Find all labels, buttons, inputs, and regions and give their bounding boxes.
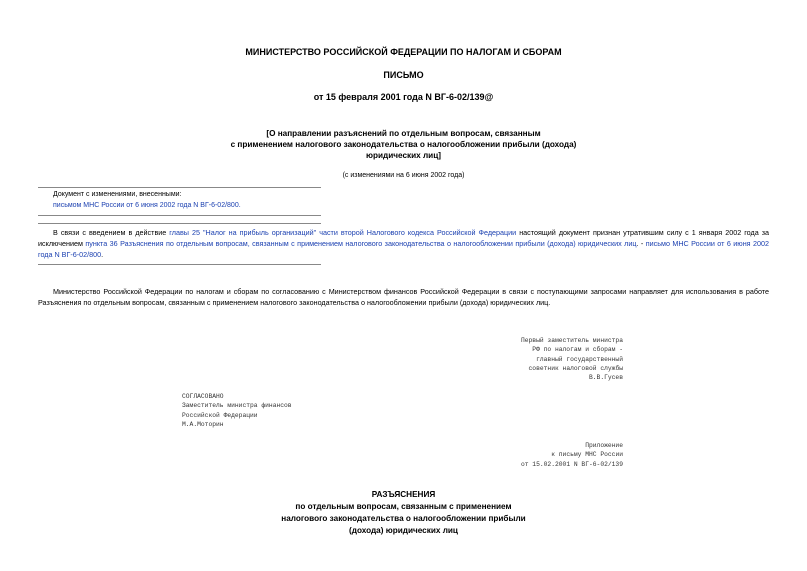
notice-text-2: настоящий документ признан утратившим силу с 1 января 2002 года за исключением bbox=[38, 228, 770, 248]
appendix-line: Приложение bbox=[585, 442, 623, 449]
changes-label: Документ с изменениями, внесенными: bbox=[53, 191, 182, 198]
divider bbox=[38, 264, 321, 265]
notice-link-chapter25[interactable]: главы 25 "Налог на прибыль организаций" части второй Налогового кодекса Российской Федерации bbox=[169, 228, 517, 237]
changes-link[interactable]: письмом МНС России от 6 июня 2002 года N ВГ-6-02/800. bbox=[53, 202, 241, 209]
approval-line: Российской Федерации bbox=[182, 411, 258, 419]
signature-name: В.В.Гусев bbox=[588, 374, 623, 382]
amendment-note: (с изменениями на 6 июня 2002 года) bbox=[342, 172, 465, 179]
ministry-title: МИНИСТЕРСТВО РОССИЙСКОЙ ФЕДЕРАЦИИ ПО НАЛОГАМ И СБОРАМ bbox=[245, 47, 562, 57]
signature-line: советник налоговой службы bbox=[528, 364, 623, 372]
divider bbox=[38, 187, 321, 188]
explanations-title: РАЗЪЯСНЕНИЯ bbox=[371, 490, 436, 499]
explanations-line-1: по отдельным вопросам, связанным с применением bbox=[295, 502, 512, 511]
explanations-line-3: (дохода) юридических лиц bbox=[349, 526, 458, 535]
approval-name: М.А.Моторин bbox=[182, 420, 224, 428]
explanations-line-2: налогового законодательства о налогообложении прибыли bbox=[281, 514, 526, 523]
signature-block bbox=[500, 336, 623, 382]
doc-date-number: от 15 февраля 2001 года N ВГ-6-02/139@ bbox=[313, 92, 494, 102]
approval-line: Заместитель министра финансов bbox=[182, 402, 292, 410]
validity-notice bbox=[38, 227, 769, 260]
body-paragraph: Министерство Российской Федерации по налогам и сборам по согласованию с Министерством финансов Российской Федерации в связи с поступающими запросами направляет для использования в работе Разъяснения по отдельным вопросам, связанным с применением налогового законодательства о налогообложении прибыли (дохода) юридических лиц. bbox=[38, 287, 769, 307]
subject-line-1: [О направлении разъяснений по отдельным вопросам, связанным bbox=[266, 129, 541, 138]
appendix-line: к письму МНС России bbox=[551, 451, 623, 459]
approval-line: СОГЛАСОВАНО bbox=[182, 393, 224, 400]
appendix-line: от 15.02.2001 N ВГ-6-02/139 bbox=[520, 460, 623, 468]
notice-link-letter[interactable]: письмо МНС России от 6 июня 2002 года N ВГ-6-02/800 bbox=[38, 239, 769, 259]
notice-text-4: . bbox=[101, 250, 104, 259]
explanations-heading bbox=[0, 489, 807, 537]
signature-line: главный государственный bbox=[536, 355, 623, 363]
divider bbox=[38, 215, 321, 216]
doc-type: ПИСЬМО bbox=[383, 70, 424, 80]
signature-line: РФ по налогам и сборам - bbox=[532, 346, 623, 354]
divider bbox=[38, 223, 321, 224]
subject-line-2: с применением налогового законодательства о налогообложении прибыли (дохода) bbox=[230, 140, 577, 149]
notice-link-point36[interactable]: пункта 36 Разъяснения по отдельным вопросам, связанным с применением налогового законодательства о налогообложении прибыли (дохода) юридических лиц bbox=[85, 239, 637, 248]
subject bbox=[0, 128, 807, 161]
signature-line: Первый заместитель министра bbox=[520, 337, 623, 344]
subject-line-3: юридических лиц] bbox=[366, 151, 441, 160]
approval-block bbox=[182, 392, 292, 429]
notice-text-3: . - bbox=[636, 239, 646, 248]
appendix-block bbox=[480, 441, 623, 469]
notice-text-1: В связи с введением в действие bbox=[53, 228, 170, 237]
